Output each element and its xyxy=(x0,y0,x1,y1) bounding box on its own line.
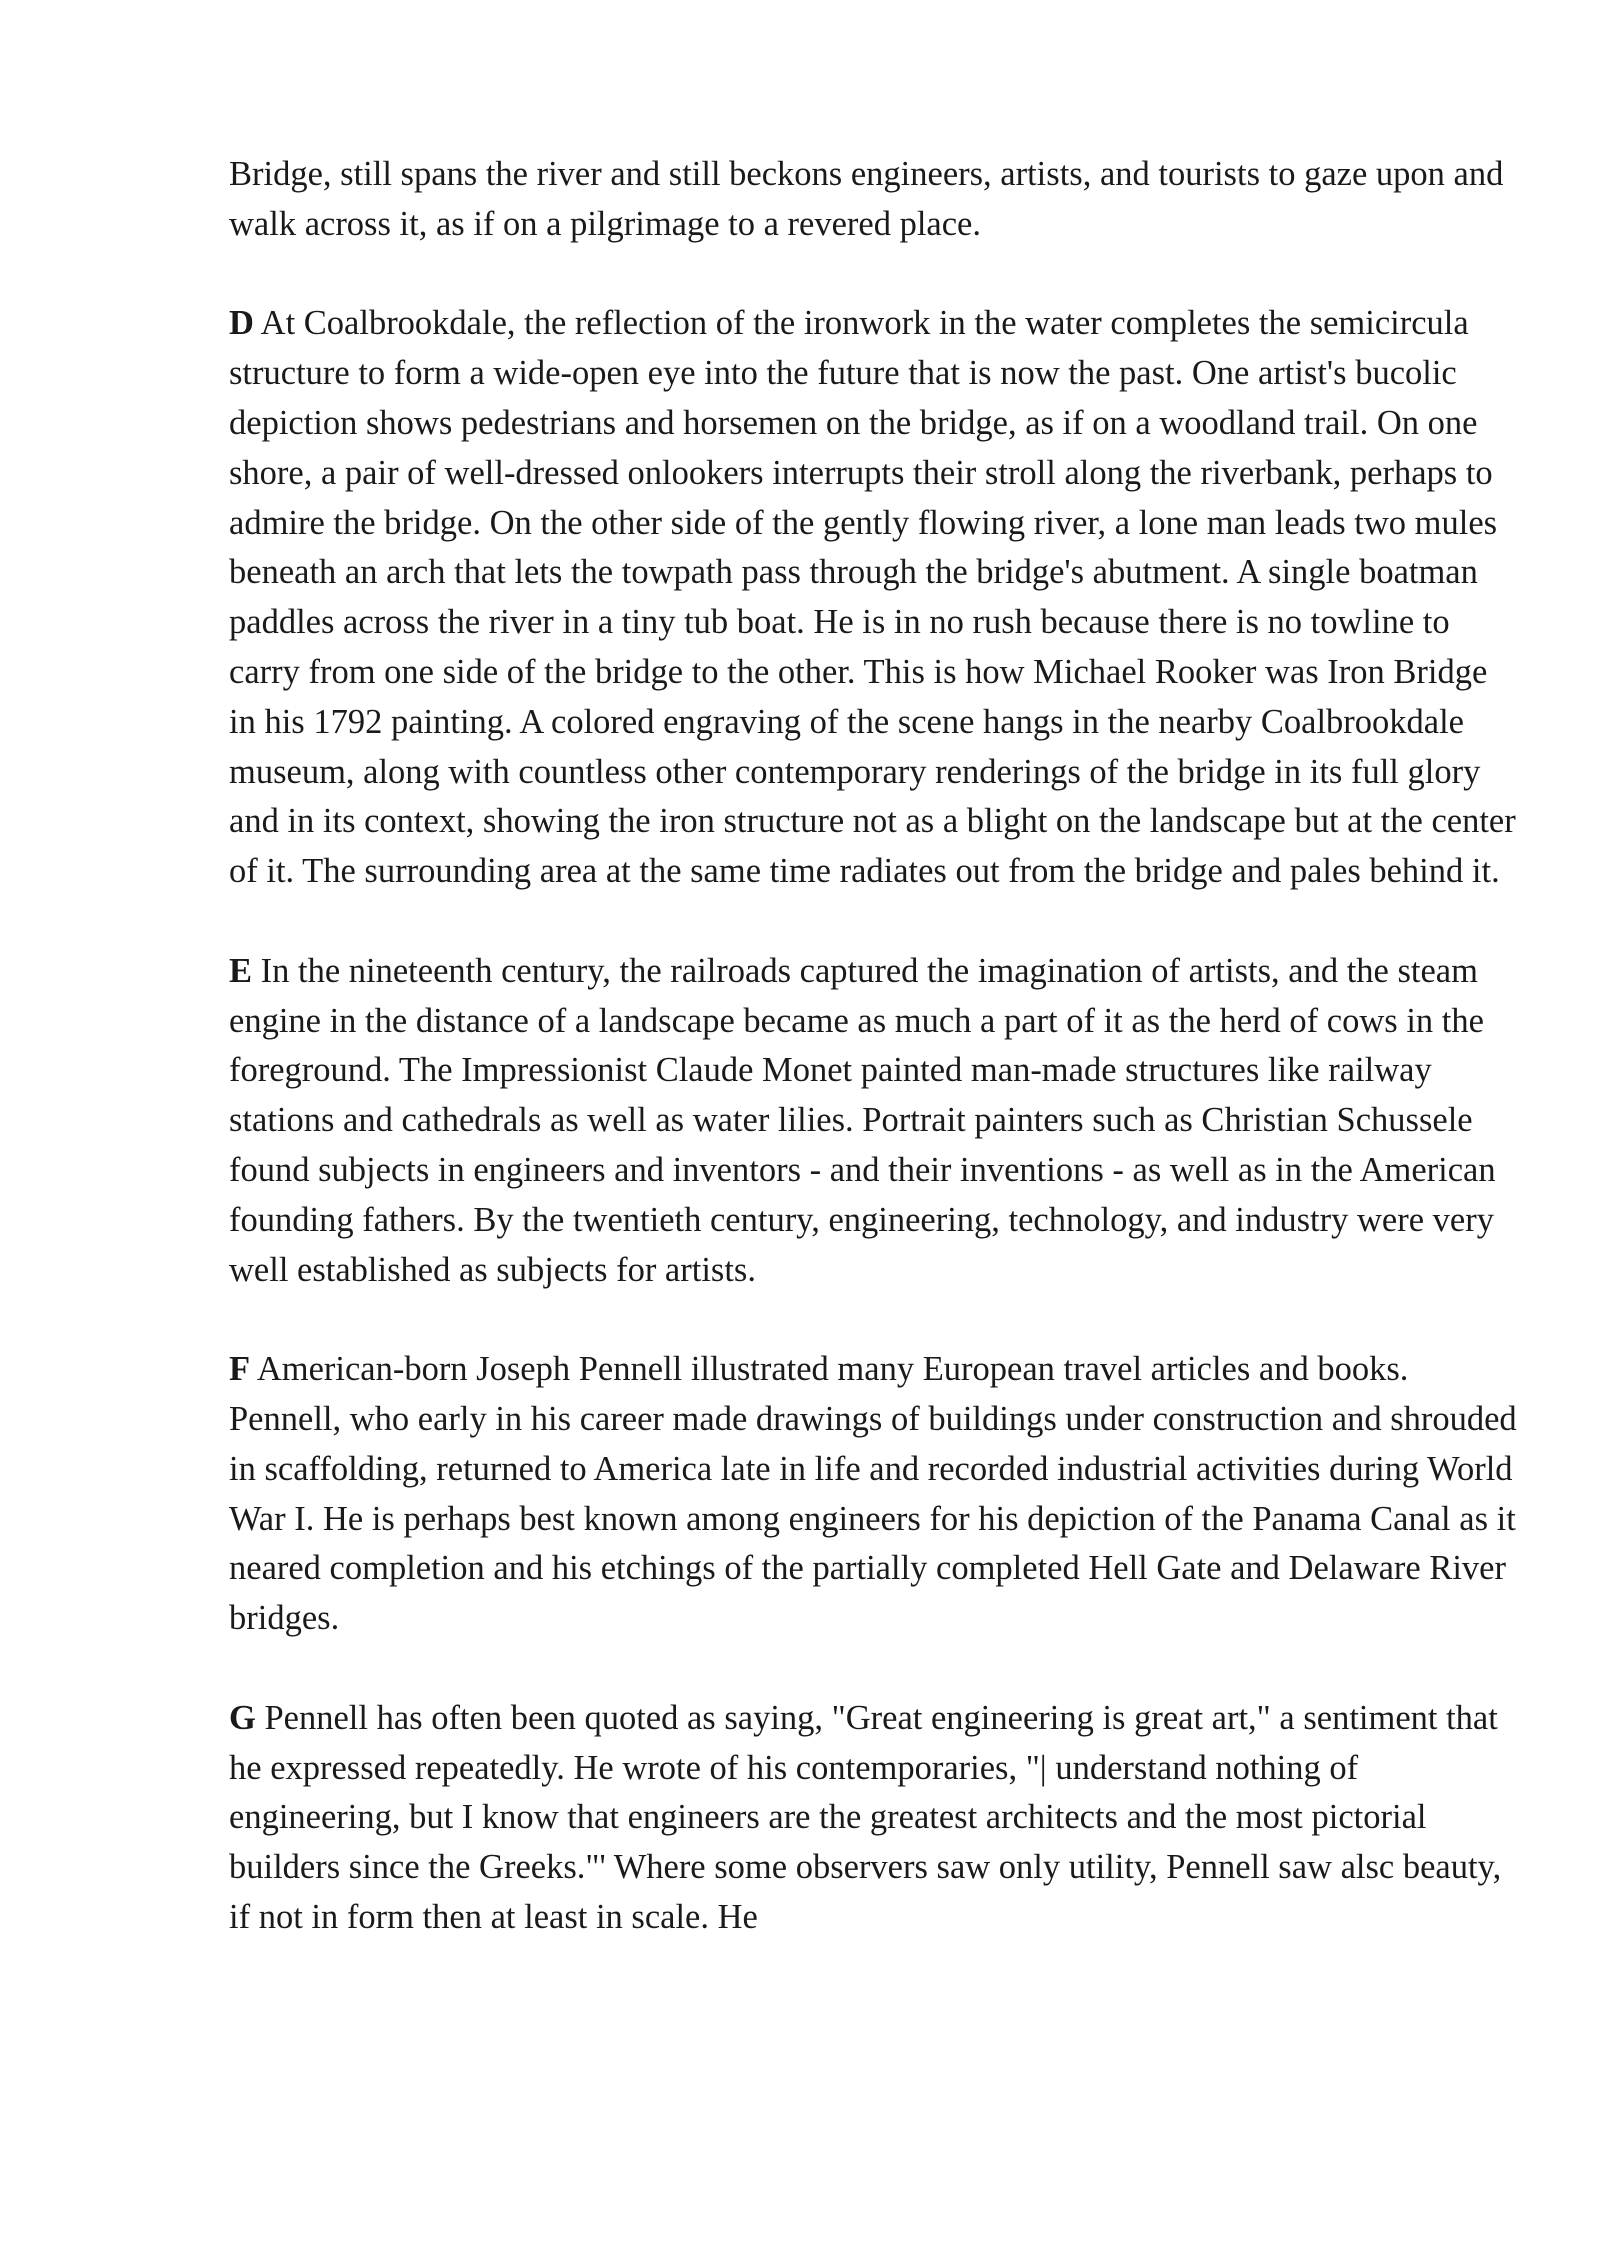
paragraph-f xyxy=(229,1345,1519,1644)
paragraph-letter: F xyxy=(229,1350,251,1389)
paragraph-letter: D xyxy=(229,304,254,343)
paragraph-text: American-born Joseph Pennell illustrated many European travel articles and books. Pennell, who early in his career made drawings of buildings under construction and shrouded in scaffolding, returned to America late in life and recorded industrial activities during World War I. He is perhaps best known among engineers for his depiction of the Panama Canal as it neared completion and his etchings of the partially completed Hell Gate and Delaware River bridges. xyxy=(229,1350,1517,1638)
paragraph-text: At Coalbrookdale, the reflection of the ironwork in the water completes the semicircula structure to form a wide-open eye into the future that is now the past. One artist's bucolic depiction shows pedestrians and horsemen on the bridge, as if on a woodland trail. On one shore, a pair of well-dressed onlookers interrupts their stroll along the riverbank, perhaps to admire the bridge. On the other side of the gently flowing river, a lone man leads two mules beneath an arch that lets the towpath pass through the bridge's abutment. A single boatman paddles across the river in a tiny tub boat. He is in no rush because there is no towline to carry from one side of the bridge to the other. This is how Michael Rooker was Iron Bridge in his 1792 painting. A colored engraving of the scene hangs in the nearby Coalbrookdale museum, along with countless other contemporary renderings of the bridge in its full glory and in its context, showing the iron structure not as a blight on the landscape but at the center of it. The surrounding area at the same time radiates out from the bridge and pales behind it. xyxy=(229,304,1516,891)
paragraph-e xyxy=(229,947,1519,1296)
paragraph-letter: E xyxy=(229,951,253,990)
document-page xyxy=(229,150,1519,1992)
paragraph-c-continued xyxy=(229,150,1519,250)
paragraph-text: Bridge, still spans the river and still beckons engineers, artists, and tourists to gaze upon and walk across it, as if on a pilgrimage to a revered place. xyxy=(229,155,1504,243)
paragraph-text: In the nineteenth century, the railroads captured the imagination of artists, and the steam engine in the distance of a landscape became as much a part of it as the herd of cows in the foreground. The Impressionist Claude Monet painted man-made structures like railway stations and cathedrals as well as water lilies. Portrait painters such as Christian Schussele found subjects in engineers and inventors - and their inventions - as well as in the American founding fathers. By the twentieth century, engineering, technology, and industry were very well established as subjects for artists. xyxy=(229,951,1496,1289)
paragraph-d xyxy=(229,299,1519,897)
paragraph-text: Pennell has often been quoted as saying, "Great engineering is great art," a sentiment that he expressed repeatedly. He wrote of his contemporaries, "| understand nothing of engineering, but I know that engineers are the greatest architects and the most pictorial builders since the Greeks."' Where some observers saw only utility, Pennell saw alsc beauty, if not in form then at least in scale. He xyxy=(229,1698,1502,1936)
paragraph-letter: G xyxy=(229,1698,256,1737)
paragraph-g xyxy=(229,1694,1519,1943)
